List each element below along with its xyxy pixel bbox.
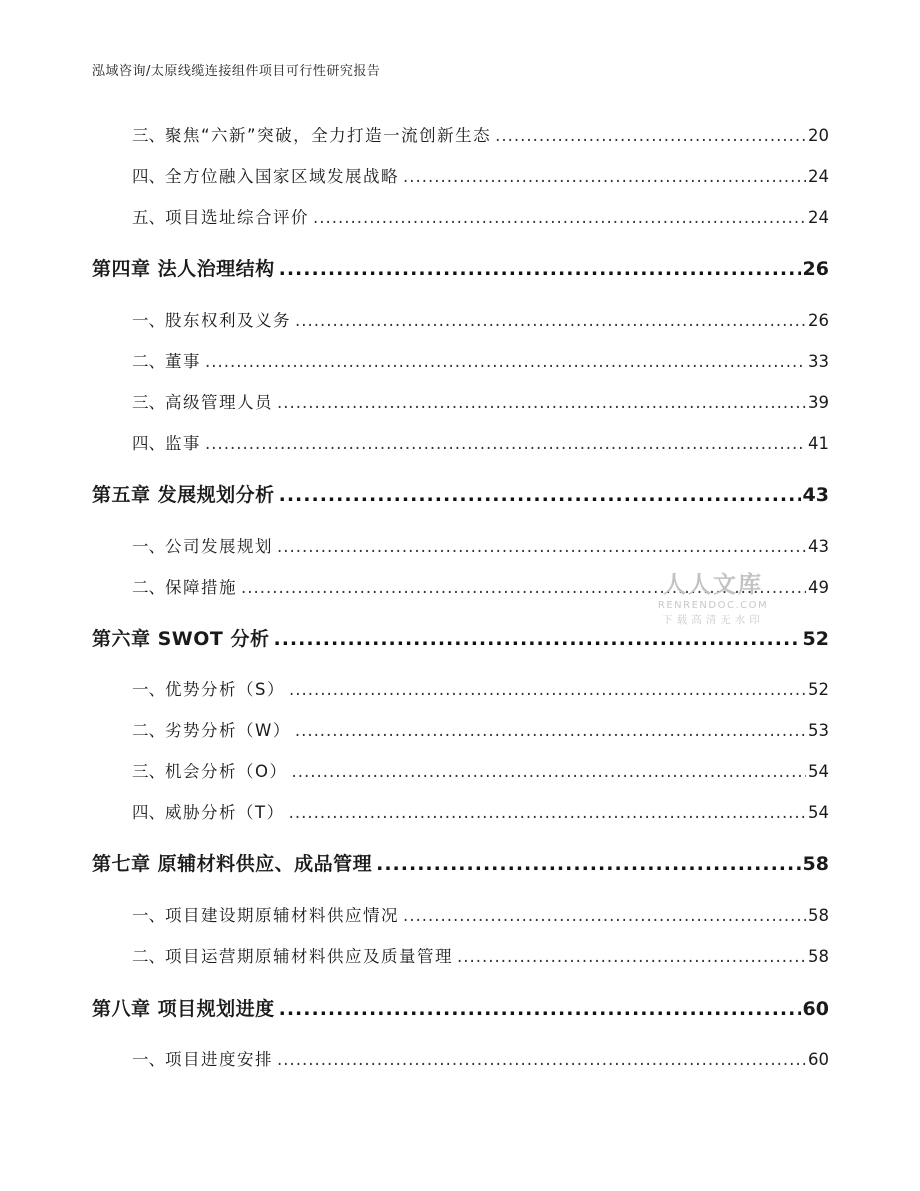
toc-entry-title: 项目选址综合评价: [165, 208, 309, 227]
toc-dot-leader: [273, 628, 800, 650]
toc-dot-leader: [403, 906, 806, 925]
toc-entry-title: 项目建设期原辅材料供应情况: [165, 906, 399, 925]
toc-dot-leader: [279, 998, 801, 1020]
toc-page-number: 43: [808, 537, 829, 556]
toc-entry-title: 保障措施: [165, 578, 237, 597]
toc-entry-title: 机会分析（O）: [165, 762, 288, 781]
toc-entry-number: 五、: [132, 208, 165, 227]
toc-section-entry[interactable]: [92, 902, 829, 926]
watermark-tagline: 下载高清无水印: [662, 614, 764, 626]
toc-entry-title: 第六章 SWOT 分析: [92, 628, 270, 650]
toc-chapter-entry[interactable]: [92, 849, 829, 876]
toc-entry-number: 二、: [132, 947, 165, 966]
toc-section-entry[interactable]: [92, 348, 829, 372]
toc-section-entry[interactable]: [92, 943, 829, 967]
toc-page-number: 24: [808, 167, 829, 186]
toc-entry-number: 一、: [132, 680, 165, 699]
page-header: 泓域咨询/太原线缆连接组件项目可行性研究报告: [92, 64, 381, 79]
toc-dot-leader: [457, 947, 806, 966]
toc-dot-leader: [292, 762, 807, 781]
toc-page-number: 41: [808, 434, 829, 453]
toc-entry-number: 四、: [132, 434, 165, 453]
toc-dot-leader: [295, 721, 806, 740]
toc-section-entry[interactable]: [92, 389, 829, 413]
toc-section-entry[interactable]: [92, 717, 829, 741]
toc-section-entry[interactable]: [92, 533, 829, 557]
toc-page-number: 53: [808, 721, 829, 740]
toc-dot-leader: [277, 393, 806, 412]
toc-dot-leader: [313, 208, 806, 227]
toc-page-number: 60: [808, 1050, 829, 1069]
toc-page-number: 20: [808, 126, 829, 145]
toc-page-number: 43: [802, 484, 829, 506]
toc-page-number: 54: [808, 762, 829, 781]
toc-dot-leader: [279, 258, 801, 280]
toc-page-number: 39: [808, 393, 829, 412]
toc-chapter-entry[interactable]: [92, 624, 829, 651]
header-divider: [92, 86, 828, 87]
toc-section-entry[interactable]: [92, 122, 829, 146]
toc-entry-title: 第八章 项目规划进度: [92, 998, 275, 1020]
toc-section-entry[interactable]: [92, 430, 829, 454]
toc-entry-title: 公司发展规划: [165, 537, 273, 556]
toc-entry-title: 监事: [165, 434, 201, 453]
toc-entry-title: 第七章 原辅材料供应、成品管理: [92, 853, 373, 875]
toc-entry-title: 项目进度安排: [165, 1050, 273, 1069]
toc-entry-title: 劣势分析（W）: [165, 721, 291, 740]
toc-entry-number: 一、: [132, 906, 165, 925]
toc-dot-leader: [289, 680, 806, 699]
toc-section-entry[interactable]: [92, 676, 829, 700]
toc-page-number: 52: [802, 628, 829, 650]
toc-page-number: 58: [808, 947, 829, 966]
toc-page-number: 26: [808, 311, 829, 330]
toc-page-number: 58: [808, 906, 829, 925]
toc-entry-number: 四、: [132, 167, 165, 186]
toc-chapter-entry[interactable]: [92, 254, 829, 281]
toc-chapter-entry[interactable]: [92, 994, 829, 1021]
toc-section-entry[interactable]: [92, 163, 829, 187]
watermark: [648, 566, 778, 627]
toc-dot-leader: [277, 537, 806, 556]
toc-entry-number: 三、: [132, 762, 165, 781]
toc-dot-leader: [295, 311, 806, 330]
toc-entry-title: 优势分析（S）: [165, 680, 285, 699]
toc-entry-number: 三、: [132, 393, 165, 412]
toc-page-number: 26: [802, 258, 829, 280]
toc-entry-number: 三、: [132, 126, 165, 145]
watermark-logo-text: 人人文库: [663, 572, 763, 598]
toc-dot-leader: [403, 167, 806, 186]
toc-page-number: 49: [808, 578, 829, 597]
toc-section-entry[interactable]: [92, 204, 829, 228]
toc-entry-number: 一、: [132, 537, 165, 556]
toc-section-entry[interactable]: [92, 799, 829, 823]
toc-section-entry[interactable]: [92, 307, 829, 331]
toc-dot-leader: [376, 853, 800, 875]
toc-dot-leader: [205, 434, 806, 453]
toc-entry-title: 第五章 发展规划分析: [92, 484, 275, 506]
toc-entry-title: 股东权利及义务: [165, 311, 291, 330]
toc-page-number: 60: [802, 998, 829, 1020]
toc-entry-number: 二、: [132, 721, 165, 740]
toc-chapter-entry[interactable]: [92, 480, 829, 507]
toc-dot-leader: [289, 803, 806, 822]
toc-entry-number: 二、: [132, 352, 165, 371]
watermark-domain: RENRENDOC.COM: [657, 600, 769, 611]
toc-dot-leader: [495, 126, 806, 145]
toc-page-number: 33: [808, 352, 829, 371]
toc-dot-leader: [277, 1050, 806, 1069]
toc-entry-number: 二、: [132, 578, 165, 597]
toc-dot-leader: [205, 352, 806, 371]
toc-section-entry[interactable]: [92, 1046, 829, 1070]
toc-entry-title: 全方位融入国家区域发展战略: [165, 167, 399, 186]
toc-dot-leader: [279, 484, 801, 506]
toc-page-number: 24: [808, 208, 829, 227]
toc-page-number: 58: [802, 853, 829, 875]
toc-entry-title: 项目运营期原辅材料供应及质量管理: [165, 947, 453, 966]
toc-page-number: 52: [808, 680, 829, 699]
toc-entry-title: 聚焦“六新”突破，全力打造一流创新生态: [165, 126, 492, 145]
toc-entry-number: 一、: [132, 1050, 165, 1069]
toc-section-entry[interactable]: [92, 758, 829, 782]
toc-entry-number: 一、: [132, 311, 165, 330]
toc-page-number: 54: [808, 803, 829, 822]
toc-entry-title: 高级管理人员: [165, 393, 273, 412]
toc-entry-title: 威胁分析（T）: [165, 803, 285, 822]
toc-entry-title: 董事: [165, 352, 201, 371]
toc-entry-title: 第四章 法人治理结构: [92, 258, 275, 280]
toc-entry-number: 四、: [132, 803, 165, 822]
